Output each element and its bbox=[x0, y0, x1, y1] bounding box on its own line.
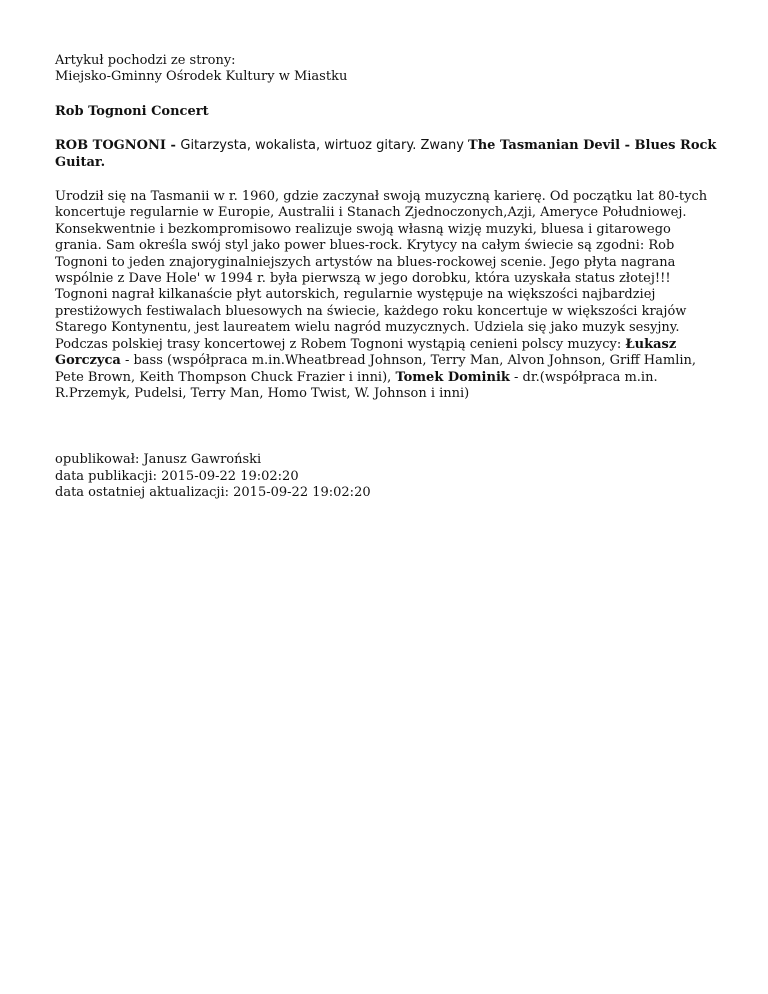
musician-name-2: Tomek Dominik bbox=[395, 369, 510, 385]
body-text-part2: - bass (współpraca m.in.Wheatbread Johnson, Terry Man, Alvon Johnson, Griff Hamlin, Pete Brown, Keith Thompson Chuck Frazier i inni), bbox=[55, 353, 697, 385]
document-page bbox=[55, 53, 720, 502]
article-body bbox=[55, 189, 720, 402]
source-info bbox=[55, 53, 720, 86]
body-text-part3: - dr.(współpraca m.in. R.Przemyk, Pudelsi, Terry Man, Homo Twist, W. Johnson i inni) bbox=[55, 369, 658, 401]
artist-nickname: The Tasmanian Devil - Blues Rock Guitar. bbox=[55, 138, 717, 170]
source-name: Miejsko-Gminny Ośrodek Kultury w Miastku bbox=[55, 69, 348, 85]
updated-date: data ostatniej aktualizacji: 2015-09-22 19:02:20 bbox=[55, 485, 371, 501]
published-date: data publikacji: 2015-09-22 19:02:20 bbox=[55, 468, 299, 484]
artist-description: Gitarzysta, wokalista, wirtuoz gitary. Zwany bbox=[180, 138, 469, 154]
body-text-part1: Urodził się na Tasmanii w r. 1960, gdzie zaczynał swoją muzyczną karierę. Od początku lat 80-tych koncertuje regularnie w Europie, Australii i Stanach Zjednoczonych,Azji, Ameryce Południowej. Konsekwentnie i bezkompromisowo realizuje swoją własną wizję muzyki, bluesa i gitarowego grania. Sam określa swój styl jako power blues-rock. Krytycy na całym świecie są zgodni: Rob Tognoni to jeden znajoryginalniejszych artystów na blues-rockowej scenie. Jego płyta nagrana wspólnie z Dave Hole' w 1994 r. była pierwszą w jego dorobku, która uzyskała status złotej!!! Tognoni nagrał kilkanaście płyt autorskich, regularnie występuje na większości najbardziej prestiżowych festiwalach bluesowych na świecie, każdego roku koncertuje w większości krajów Starego Kontynentu, jest laureatem wielu nagród muzycznych. Udziela się jako muzyk sesyjny. Podczas polskiej trasy koncertowej z Robem Tognoni wystąpią cenieni polscy muzycy: bbox=[55, 189, 708, 352]
source-label: Artykuł pochodzi ze strony: bbox=[55, 53, 236, 68]
published-by: opublikował: Janusz Gawroński bbox=[55, 452, 262, 468]
publication-meta bbox=[55, 452, 720, 501]
musician-name-1: Łukasz Gorczyca bbox=[55, 336, 677, 369]
artist-name: ROB TOGNONI - bbox=[55, 138, 181, 154]
article-title: Rob Tognoni Concert bbox=[55, 103, 209, 119]
article-intro bbox=[55, 138, 720, 171]
